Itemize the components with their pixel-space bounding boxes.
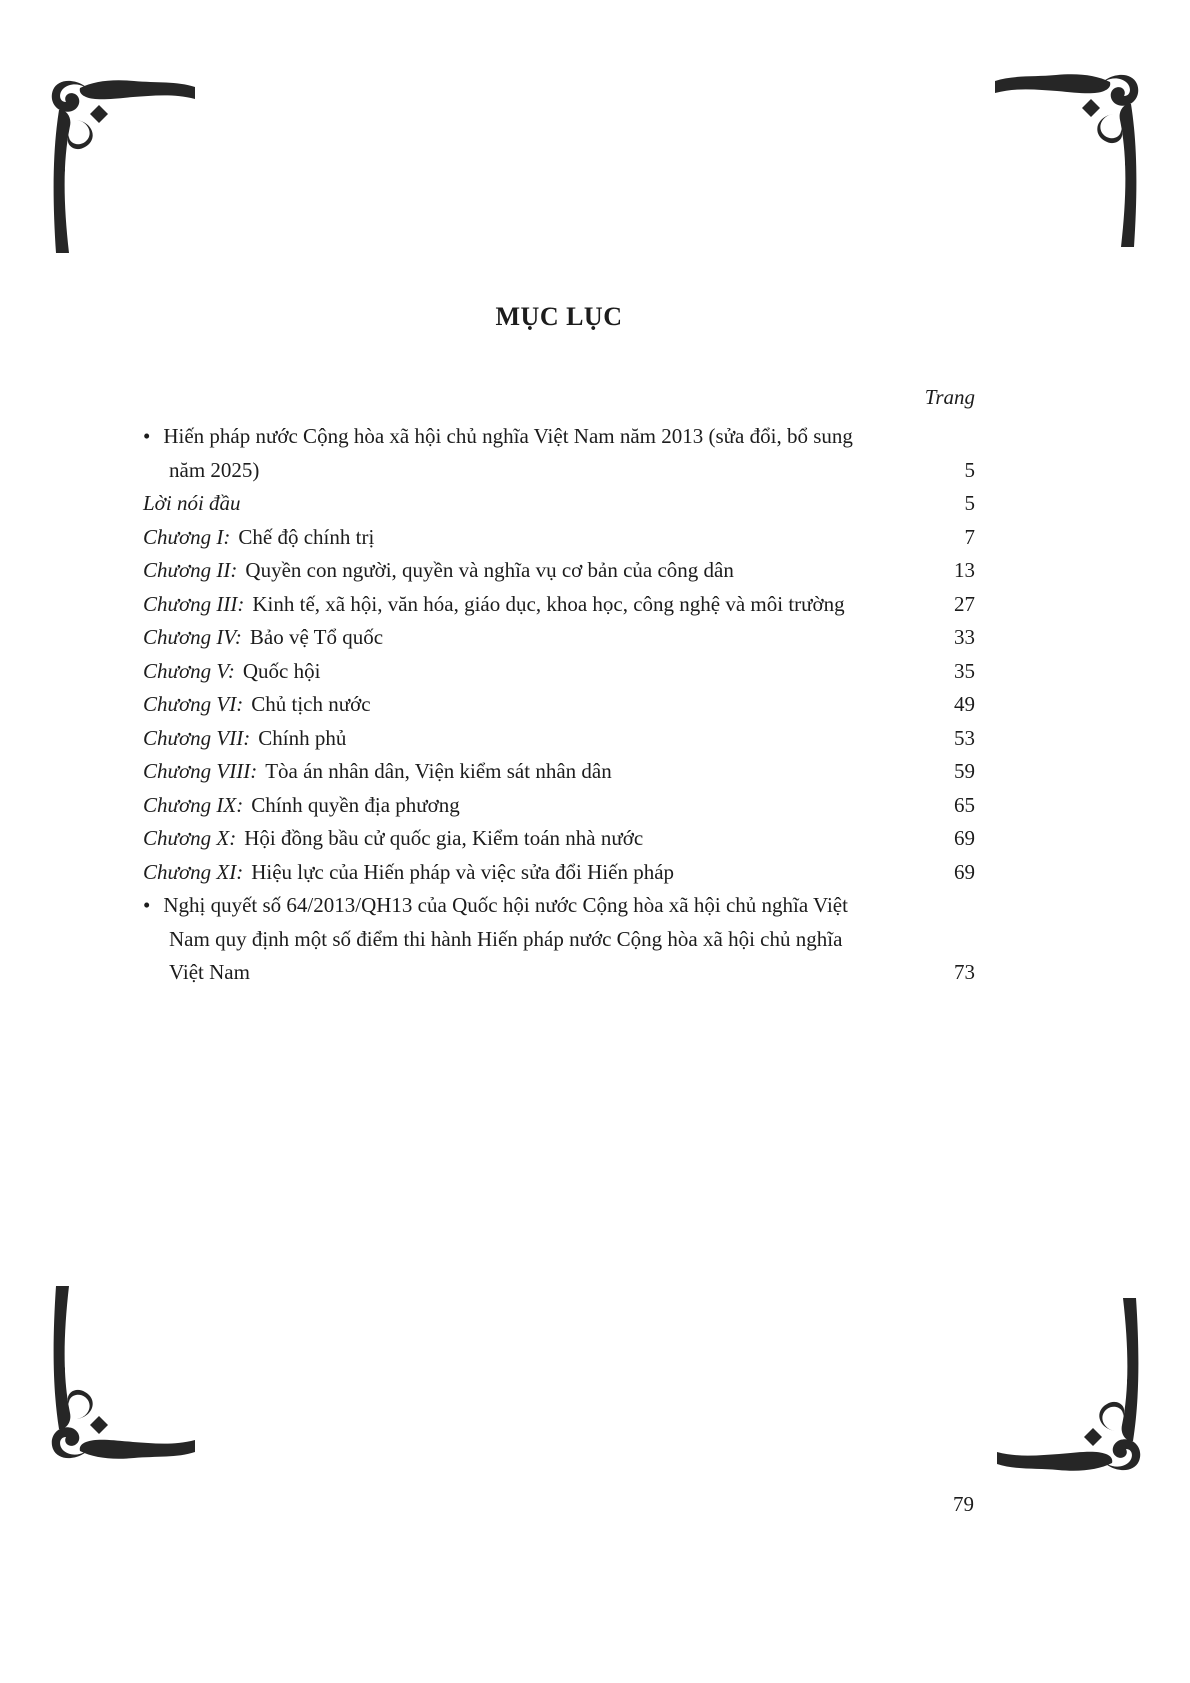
- entry-page-number: 59: [954, 759, 975, 783]
- entry-title: Chính phủ: [258, 725, 347, 750]
- toc-entry: [143, 789, 975, 823]
- entry-text: [143, 688, 861, 722]
- toc-entry: [143, 755, 975, 789]
- entry-text: [143, 789, 861, 823]
- toc-entry: [143, 621, 975, 655]
- toc-entry: [143, 889, 975, 990]
- corner-ornament-top-left-icon: [50, 78, 195, 253]
- toc-entry: [143, 420, 975, 487]
- entry-label: Chương V:: [143, 658, 235, 683]
- bullet-icon: •: [143, 424, 151, 448]
- entry-text: [143, 621, 861, 655]
- entry-text: [143, 588, 861, 622]
- corner-ornament-bottom-right-icon: [997, 1298, 1142, 1473]
- entry-page-number: 69: [954, 826, 975, 850]
- entry-title: Nghị quyết số 64/2013/QH13 của Quốc hội nước Cộng hòa xã hội chủ nghĩa Việt Nam quy định một số điểm thi hành Hiến pháp nước Cộng hòa xã hội chủ nghĩa Việt Nam: [163, 893, 848, 984]
- toc-entry: [143, 554, 975, 588]
- entry-page-number: 13: [954, 558, 975, 582]
- entry-text: [143, 755, 861, 789]
- entry-page-number: 7: [964, 524, 975, 549]
- entry-page-number: 27: [954, 591, 975, 616]
- entry-page-number: 49: [954, 692, 975, 716]
- page-column-header: Trang: [924, 385, 975, 409]
- bullet-icon: •: [143, 893, 151, 917]
- entry-text: [143, 487, 861, 521]
- entry-text: [143, 521, 861, 555]
- entry-label: Chương III:: [143, 591, 245, 616]
- entry-page-number: 69: [954, 859, 975, 884]
- entry-text: [143, 822, 861, 856]
- entry-text: [143, 856, 861, 890]
- corner-ornament-top-right-icon: [995, 72, 1140, 247]
- toc-list: [143, 420, 975, 990]
- page-title: MỤC LỤC: [495, 302, 623, 331]
- entry-page-number: 5: [964, 491, 975, 515]
- toc-content: [143, 300, 975, 990]
- entry-title: Chính quyền địa phương: [251, 792, 460, 817]
- entry-text: [143, 655, 861, 689]
- toc-entry: [143, 822, 975, 856]
- entry-label: Chương IV:: [143, 625, 242, 649]
- entry-page-number: 33: [954, 625, 975, 649]
- entry-label: Chương II:: [143, 558, 238, 582]
- entry-label: Chương X:: [143, 826, 237, 850]
- entry-title: Bảo vệ Tổ quốc: [249, 625, 384, 649]
- corner-ornament-bottom-left-icon: [50, 1286, 195, 1461]
- toc-entry: [143, 588, 975, 622]
- entry-title: Quyền con người, quyền và nghĩa vụ cơ bản của công dân: [245, 558, 734, 582]
- entry-label: Lời nói đầu: [143, 491, 241, 515]
- entry-text: [143, 554, 861, 588]
- entry-page-number: 65: [954, 792, 975, 817]
- entry-label: Chương VII:: [143, 725, 251, 750]
- toc-entry: [143, 856, 975, 890]
- entry-label: Chương VI:: [143, 692, 244, 716]
- entry-label: Chương I:: [143, 524, 231, 549]
- entry-text: [143, 889, 861, 990]
- entry-label: Chương IX:: [143, 792, 244, 817]
- entry-title: Hội đồng bầu cử quốc gia, Kiểm toán nhà nước: [244, 826, 644, 850]
- entry-title: Quốc hội: [242, 658, 321, 683]
- entry-label: Chương XI:: [143, 859, 244, 884]
- entry-label: Chương VIII:: [143, 759, 258, 783]
- entry-page-number: 53: [954, 725, 975, 750]
- entry-text: [143, 420, 861, 487]
- page-number: 79: [953, 1492, 974, 1516]
- entry-page-number: 73: [954, 960, 975, 984]
- entry-page-number: 5: [964, 457, 975, 482]
- entry-text: [143, 722, 861, 756]
- entry-title: Kinh tế, xã hội, văn hóa, giáo dục, khoa học, công nghệ và môi trường: [252, 591, 845, 616]
- entry-title: Chủ tịch nước: [251, 692, 371, 716]
- toc-entry: [143, 487, 975, 521]
- entry-title: Hiến pháp nước Cộng hòa xã hội chủ nghĩa Việt Nam năm 2013 (sửa đổi, bổ sung năm 2025): [163, 424, 853, 482]
- entry-title: Hiệu lực của Hiến pháp và việc sửa đổi Hiến pháp: [251, 859, 675, 884]
- toc-entry: [143, 521, 975, 555]
- entry-page-number: 35: [954, 658, 975, 683]
- toc-entry: [143, 688, 975, 722]
- toc-entry: [143, 655, 975, 689]
- entry-title: Tòa án nhân dân, Viện kiểm sát nhân dân: [265, 759, 612, 783]
- entry-title: Chế độ chính trị: [238, 524, 375, 549]
- toc-entry: [143, 722, 975, 756]
